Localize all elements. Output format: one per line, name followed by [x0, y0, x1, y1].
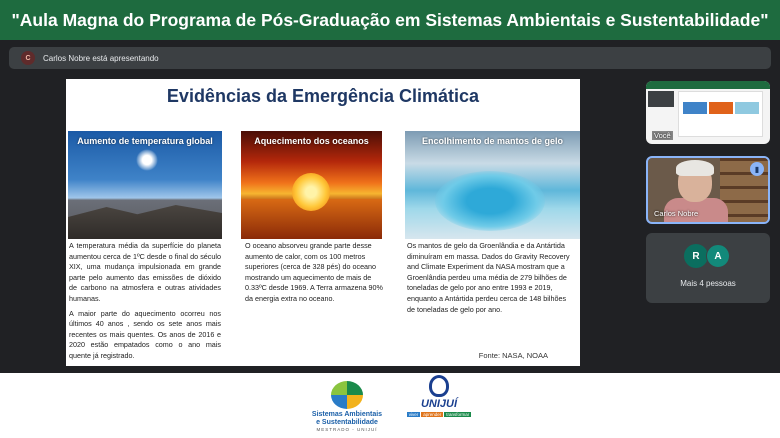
ice-text — [407, 241, 573, 315]
self-label: Você — [654, 131, 671, 140]
sunset-sun — [292, 173, 330, 211]
ppg-swirl-icon — [331, 381, 363, 409]
ppg-logo-sub: MESTRADO - UNIJUÍ — [316, 427, 378, 432]
presenting-bar — [9, 47, 771, 69]
mini-slide-image — [735, 102, 759, 114]
mini-slide — [678, 91, 763, 137]
ppg-logo-line2: e Sustentabilidade — [316, 419, 378, 426]
temperature-image — [68, 131, 222, 239]
speaker-tile[interactable] — [646, 156, 770, 224]
ice-paragraph: Os mantos de gelo da Groenlândia e da Antártida diminuíram em massa. Dados do Gravity Recovery and Climate Experiment da NASA mostram que a Groenlândia perdeu uma média de 279 bilhões de toneladas de gelo por ano entre 1993 e 2019, enquanto a Antártida perdeu cerca de 148 bilhões de toneladas de gelo por ano. — [407, 241, 570, 314]
unijui-name: UNIJUÍ — [420, 398, 458, 410]
mini-presenter-thumb — [648, 91, 674, 107]
slide-title: Evidências da Emergência Climática — [166, 86, 480, 106]
unijui-tagline — [404, 412, 474, 417]
ocean-image — [241, 131, 382, 239]
temperature-caption: Aumento de temperatura global — [77, 136, 213, 146]
shared-slide — [66, 79, 580, 366]
ocean-text — [245, 241, 383, 305]
unijui-mark-icon — [429, 375, 449, 397]
tagline-word: viver — [408, 412, 419, 417]
event-title-banner — [0, 0, 780, 40]
audio-wave-icon: ▮ — [750, 162, 764, 176]
tagline-word: aprender — [423, 412, 442, 417]
unijui-logo — [404, 375, 474, 435]
slide-source: Fonte: NASA, NOAA — [478, 351, 548, 360]
participant-avatar: A — [706, 244, 730, 268]
sun-glare — [136, 149, 158, 171]
ocean-caption: Aquecimento dos oceanos — [254, 136, 369, 146]
more-participants-tile[interactable] — [646, 233, 770, 303]
participant-avatar: R — [684, 244, 708, 268]
ppg-logo — [307, 381, 387, 435]
speaker-hair — [676, 160, 714, 176]
event-title: "Aula Magna do Programa de Pós-Graduação em Sistemas Ambientais e Sustentabilidade" — [11, 9, 769, 30]
tagline-word: transformar — [446, 412, 470, 417]
rock-silhouette — [68, 199, 222, 239]
ice-caption: Encolhimento de mantos de gelo — [421, 136, 564, 146]
speaker-label: Carlos Nobre — [654, 209, 699, 218]
mini-slide-image — [709, 102, 733, 114]
temperature-text — [69, 241, 221, 366]
mini-banner — [646, 81, 770, 89]
mini-slide-image — [683, 102, 707, 114]
presenting-text: Carlos Nobre está apresentando — [43, 53, 159, 63]
ice-image — [405, 131, 580, 239]
temperature-paragraph: A maior parte do aquecimento ocorreu nos últimos 40 anos , sendo os sete anos mais recentes os mais quentes. Os anos de 2016 e 2020 estão empatados como o ano mais quente já registrado. — [69, 308, 221, 360]
ppg-logo-name — [307, 411, 387, 427]
ocean-paragraph: O oceano absorveu grande parte desse aumento de calor, com os 100 metros superiores (cerca de 328 pés) do oceano mostrando um aquecimento de mais de 0.33ºC desde 1969. A Terra armazena 90% da energia extra no oceano. — [245, 241, 383, 303]
more-participants-label: Mais 4 pessoas — [680, 279, 736, 288]
ppg-logo-line1: Sistemas Ambientais — [311, 411, 383, 418]
self-tile[interactable] — [646, 81, 770, 144]
meltwater — [435, 171, 545, 231]
presenter-avatar: C — [21, 51, 35, 65]
temperature-paragraph: A temperatura média da superfície do planeta aumentou cerca de 1ºC desde o final do século XIX, uma mudança impulsionada em grande parte pelo aumento das emissões de dióxido de carbono na atmosfera e outras atividades humanas. — [69, 241, 221, 303]
meeting-area — [0, 40, 780, 373]
